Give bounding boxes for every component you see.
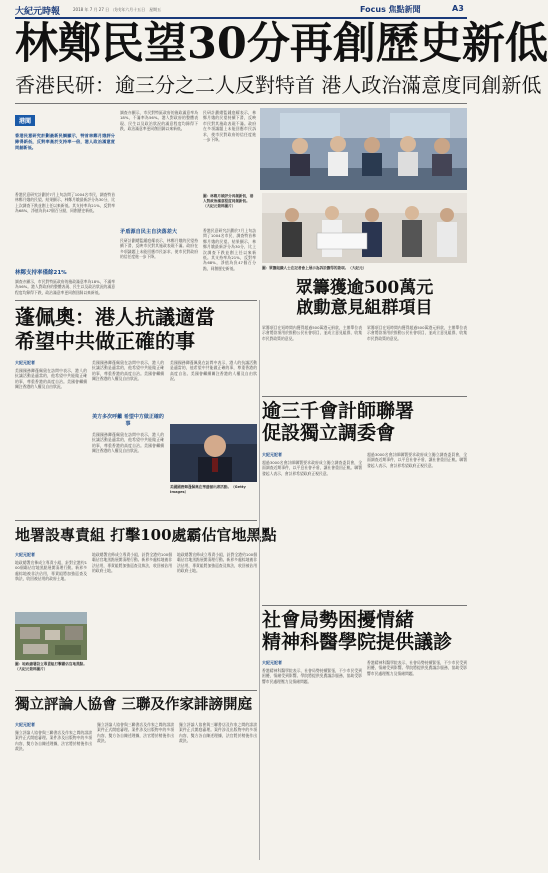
- social-body-1: 香港精神科醫學院表示，社會局勢持續緊張，不少市民受到困擾，情緒受到影響。學院將提供免費議診服務，協助受影響市民處理壓力及情緒問題。: [262, 668, 362, 684]
- professionals-headline-2: 促設獨立調委會: [262, 422, 396, 444]
- pompeo-body-4: 美國國務卿蓬佩奧在訪問中表示，港人的抗議活動是適當的，他希望中共能做正確的事，尊重香港的高度自治。美國會繼續關注香港的人權及自由狀況。: [170, 360, 257, 382]
- page-code: A3: [452, 4, 464, 13]
- social-byline: 大紀元記者: [262, 660, 282, 665]
- fundraise-headline-box: [262, 278, 467, 320]
- sidebar-body-2: 調查亦顯示，市民對特區政府的施政滿意率為18%，不滿率為56%。港人對政府的整體表現、民生以及政治狀況的滿意程度均錄得下跌，政治滿意率更同創回歸以來新低。: [15, 279, 115, 295]
- fundraise-photo: [262, 193, 467, 263]
- sidebar: [15, 108, 115, 298]
- divider: [15, 520, 257, 521]
- fundraise-body-1: 眾籌項目在短時間內獲得超過500萬港元捐款，主辦單位表示會將款項用於推動公民社會項目，並成立意見組群，收集市民對政策的意見。: [262, 325, 362, 341]
- professionals-headline-block: [262, 400, 467, 446]
- social-headline-2: 精神科醫學院提供議診: [262, 631, 453, 653]
- social-headline-1: 社會局勢困擾情緒: [262, 609, 415, 631]
- land-headline: 地署設專責組 打擊100處霸佔官地黑點: [15, 526, 277, 544]
- land-body-3: 地政總署宣佈成立專責小組，針對全港約100個霸佔官地黑點展開清理行動。新界多處棕地被非法佔用，專責組將加強巡查及執法，收回被佔用的政府土地。: [177, 552, 257, 574]
- sidebar-lead: 香港民意研究計劃最新民調顯示，特首林鄭月娥評分錄得新低，反對率高於支持率一倍，港人政治滿意度同創新低。: [15, 133, 115, 150]
- main-headline: 林鄭民望30分再創歷史新低: [15, 19, 548, 69]
- main-photo: [260, 108, 467, 190]
- pompeo-portrait-photo: [170, 424, 257, 482]
- land-body-2: 地政總署宣佈成立專責小組，針對全港約100個霸佔官地黑點展開清理行動。新界多處棕地被非法佔用，專責組將加強巡查及執法，收回被佔用的政府土地。: [92, 552, 172, 574]
- pompeo-subhead: [92, 414, 164, 428]
- fundraise-headline-1: 眾籌獲逾500萬元: [295, 278, 434, 298]
- sidebar-subhead: 林鄭支持率僅餘21%: [15, 270, 67, 276]
- commentary-body-2: 獨立評論人協會與三聯書店及作家之間的誹謗案件正式開庭審理。案件涉及出版物中的多項內容，雙方各自陳述理據，法官將於稍後作出裁決。: [97, 722, 174, 744]
- divider: [262, 605, 467, 606]
- pompeo-body-1: 美國國務卿蓬佩奧在訪問中表示，港人的抗議活動是適當的，他希望中共能做正確的事，尊重香港的高度自治。美國會繼續關注香港的人權及自由狀況。: [15, 368, 87, 390]
- land-photo-caption: 圖：地政總署設立專責組打擊霸佔官地黑點。（大紀元資料圖片）: [15, 662, 87, 671]
- social-body-2: 香港精神科醫學院表示，社會局勢持續緊張，不少市民受到困擾，情緒受到影響。學院將提供免費議診服務，協助受影響市民處理壓力及情緒問題。: [367, 660, 467, 676]
- professionals-byline: 大紀元記者: [262, 452, 282, 457]
- main-body-column-4: 香港民意研究計劃於7月上旬訪問了1004名市民，調查特首林鄭月娥的民望。結果顯示，林鄭月娥最新評分為30分，比上次調查下跌並創上任以來新低。其支持率為21%，反對率為68%，淨值為負47個百分點，同創歷史新低。: [203, 228, 256, 271]
- land-body-1: 地政總署宣佈成立專責小組，針對全港約100個霸佔官地黑點展開清理行動。新界多處棕地被非法佔用，專責組將加強巡查及執法，收回被佔用的政府土地。: [15, 560, 87, 582]
- main-body-column-3: 民研計劃總監鍾庭耀表示，林鄭月娥的民望持續下滑，反映市民對其施政表現不滿。政府在多項議題上未能回應市民訴求，使市民對政府的信任度進一步下降。: [203, 110, 256, 143]
- sidebar-body: 香港民意研究計劃於7月上旬訪問了1004名市民，調查特首林鄭月娥的民望。結果顯示，林鄭月娥最新評分為30分，比上次調查下跌並創上任以來新低。其支持率為21%，反對率為68%，淨值為負47個百分點，同創歷史新低。: [15, 192, 115, 214]
- pompeo-body-3: 美國國務卿蓬佩奧在訪問中表示，港人的抗議活動是適當的，他希望中共能做正確的事，尊重香港的高度自治。美國會繼續關注香港的人權及自由狀況。: [92, 432, 164, 454]
- main-body-column-2: 民研計劃總監鍾庭耀表示，林鄭月娥的民望持續下滑，反映市民對其施政表現不滿。政府在多項議題上未能回應市民訴求，使市民對政府的信任度進一步下降。: [120, 238, 198, 260]
- commentary-byline: 大紀元記者: [15, 722, 35, 727]
- pompeo-photo: [170, 424, 257, 482]
- professionals-headline-1: 逾三千會計師聯署: [262, 400, 415, 422]
- pompeo-body-2: 美國國務卿蓬佩奧在訪問中表示，港人的抗議活動是適當的，他希望中共能做正確的事，尊重香港的高度自治。美國會繼續關注香港的人權及自由狀況。: [92, 360, 164, 382]
- pompeo-photo-caption: 美國國務卿蓬佩奧在華盛頓出席活動。（Getty Images）: [170, 485, 246, 494]
- fundraise-photo-caption: 圖：眾籌組織人士在記者會上展示為訴訟籌得的款項。（大紀元）: [262, 266, 367, 270]
- press-conference-photo: [260, 108, 467, 190]
- main-subhead: 香港民研：逾三分之二人反對特首 港人政治滿意度同創新低: [15, 73, 542, 97]
- pompeo-subhead-text: 美方多次呼籲 希望中方做正確的事: [92, 414, 164, 427]
- fundraise-body-2: 眾籌項目在短時間內獲得超過500萬港元捐款，主辦單位表示會將款項用於推動公民社會項目，並成立意見組群，收集市民對政策的意見。: [367, 325, 467, 341]
- pompeo-headline-2: 希望中共做正確的事: [15, 329, 195, 353]
- fundraise-group-photo: [262, 193, 467, 263]
- divider: [262, 396, 467, 397]
- commentary-body-3: 獨立評論人協會與三聯書店及作家之間的誹謗案件正式開庭審理。案件涉及出版物中的多項內容，雙方各自陳述理據，法官將於稍後作出裁決。: [179, 722, 257, 744]
- pompeo-headline-block: [15, 305, 257, 353]
- pompeo-headline-1: 蓬佩奧：港人抗議適當: [15, 305, 215, 329]
- divider: [15, 103, 467, 104]
- sidebar-tag: 港聞: [15, 115, 35, 126]
- main-subhead-2: 矛盾源自民主自決落差大: [120, 228, 198, 235]
- divider: [15, 300, 257, 301]
- land-byline: 大紀元記者: [15, 552, 35, 557]
- aerial-land-photo: [15, 612, 87, 660]
- dateline: 2018 年 7 月 27 日 戊戌年六月十五日 星期五: [73, 7, 162, 12]
- professionals-body-1: 超過3000名會計師聯署要求政府成立獨立調查委員會，全面調查近期事件，以平息社會矛盾，讓社會重回正軌。聯署發起人表示，會計界希望政府正視民意。: [262, 460, 362, 476]
- vertical-column-rule: [259, 300, 260, 860]
- professionals-body-2: 超過3000名會計師聯署要求政府成立獨立調查委員會，全面調查近期事件，以平息社會矛盾，讓社會重回正軌。聯署發起人表示，會計界希望政府正視民意。: [367, 452, 467, 468]
- pompeo-byline: 大紀元記者: [15, 360, 35, 365]
- land-photo: [15, 612, 87, 660]
- commentary-headline: 獨立評論人協會 三聯及作家誹謗開庭: [15, 696, 253, 713]
- commentary-body-1: 獨立評論人協會與三聯書店及作家之間的誹謗案件正式開庭審理。案件涉及出版物中的多項內容，雙方各自陳述理據，法官將於稍後作出裁決。: [15, 730, 92, 752]
- newspaper-logo: 大紀元時報: [15, 7, 61, 17]
- social-headline-block: [262, 609, 467, 655]
- masthead: [15, 4, 467, 16]
- main-photo-caption: 圖：林鄭月娥評分再創新低，港人對政治滿意程度同創新低。（大紀元資料圖片）: [203, 194, 254, 208]
- fundraise-headline-2: 啟動意見組群項目: [296, 298, 433, 318]
- main-body-column-1: 調查亦顯示，市民對特區政府的施政滿意率為18%，不滿率為56%。港人對政府的整體表現、民生以及政治狀況的滿意程度均錄得下跌，政治滿意率更同創回歸以來新低。: [120, 110, 198, 132]
- section-label: Focus 焦點新聞: [360, 5, 421, 14]
- divider: [15, 690, 257, 691]
